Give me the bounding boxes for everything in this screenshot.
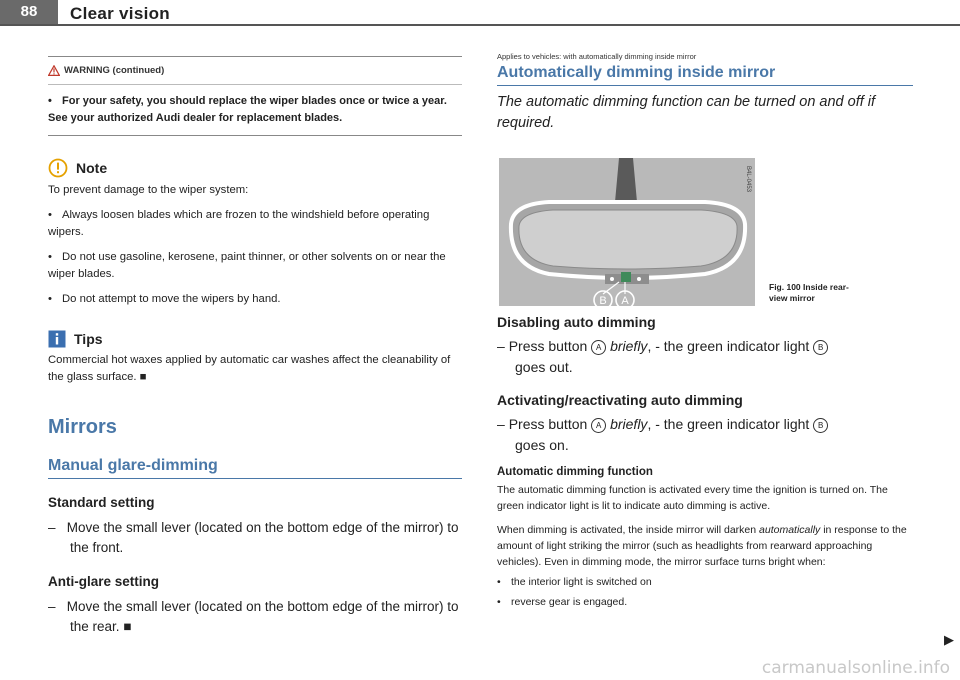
- applies-to-note: Applies to vehicles: with automatically dimming inside mirror: [497, 52, 697, 61]
- section-title: Clear vision: [70, 4, 170, 23]
- tips-text: Commercial hot waxes applied by automatic car washes affect the cleanability of the glass surface. ■: [48, 354, 451, 383]
- dimming-function-heading: Automatic dimming function: [497, 466, 653, 478]
- bright-condition-bullet: • reverse gear is engaged.: [497, 596, 628, 608]
- dimming-function-detail: When dimming is activated, the inside mirror will darken automatically in response to the amount of light striking the mirror (such as headlights from rearward approaching vehicles). Even in dimming mode, the mirror surface turns bright when:: [497, 524, 907, 568]
- note-bullet: • Do not attempt to move the wipers by hand.: [48, 293, 281, 305]
- activate-dimming-heading: Activating/reactivating auto dimming: [497, 392, 743, 408]
- antiglare-setting-heading: Anti-glare setting: [48, 574, 160, 589]
- button-a-ref: A: [591, 418, 606, 433]
- note-intro: To prevent damage to the wiper system:: [48, 184, 249, 196]
- auto-dimming-intro: The automatic dimming function can be turned on and off if required.: [497, 94, 876, 131]
- auto-dimming-heading: Automatically dimming inside mirror: [497, 64, 913, 86]
- figure: [497, 158, 913, 306]
- note-bullet: • Always loosen blades which are frozen to the windshield before operating wipers.: [48, 209, 430, 238]
- note-label: Note: [76, 160, 108, 176]
- info-icon: [48, 330, 66, 348]
- activate-dimming-step: – Press button A briefly, - the green indicator light B goes on.: [497, 414, 913, 456]
- callout-a-label: A: [621, 295, 629, 306]
- mirrors-heading: Mirrors: [48, 416, 117, 438]
- note-heading: [48, 158, 462, 178]
- watermark: carmanualsonline.info: [761, 658, 950, 678]
- warning-label: WARNING (continued): [64, 65, 165, 76]
- indicator-b-ref: B: [813, 418, 828, 433]
- continue-arrow-icon: ▶: [944, 632, 954, 647]
- disable-dimming-step: – Press button A briefly, - the green indicator light B goes out.: [497, 336, 913, 378]
- standard-setting-heading: Standard setting: [48, 495, 155, 510]
- page-number: 88: [0, 0, 58, 24]
- tips-heading: [48, 330, 462, 348]
- warning-text: • For your safety, you should replace the wiper blades once or twice a year. See your authorized Audi dealer for replacement blades.: [48, 95, 447, 124]
- tips-label: Tips: [74, 331, 103, 347]
- note-bullet: • Do not use gasoline, kerosene, paint thinner, or other solvents on or near the wiper blades.: [48, 251, 446, 280]
- warning-heading: [48, 65, 462, 85]
- bright-condition-bullet: • the interior light is switched on: [497, 576, 652, 588]
- callout-b-label: B: [599, 295, 607, 306]
- end-mark: ■: [139, 371, 147, 383]
- end-mark: ■: [123, 619, 132, 634]
- note-exclamation-icon: [48, 158, 68, 178]
- indicator-b-ref: B: [813, 340, 828, 355]
- button-a-ref: A: [591, 340, 606, 355]
- antiglare-setting-step: – Move the small lever (located on the bottom edge of the mirror) to the rear. ■: [48, 599, 459, 634]
- inside-mirror-illustration: [499, 158, 755, 306]
- right-column: [497, 52, 913, 610]
- figure-code: B4L-0453: [745, 166, 751, 193]
- manual-dimming-heading: Manual glare-dimming: [48, 457, 462, 479]
- figure-caption: Fig. 100 Inside rear- view mirror: [769, 282, 849, 303]
- disable-dimming-heading: Disabling auto dimming: [497, 314, 656, 330]
- left-column: [48, 56, 462, 637]
- warning-triangle-icon: [48, 65, 60, 76]
- header-rule: [0, 24, 960, 26]
- warning-box: [48, 56, 462, 136]
- dimming-function-text: The automatic dimming function is activated every time the ignition is turned on. The green indicator light is lit to indicate auto dimming is active.: [497, 484, 888, 512]
- standard-setting-step: – Move the small lever (located on the bottom edge of the mirror) to the front.: [48, 520, 459, 555]
